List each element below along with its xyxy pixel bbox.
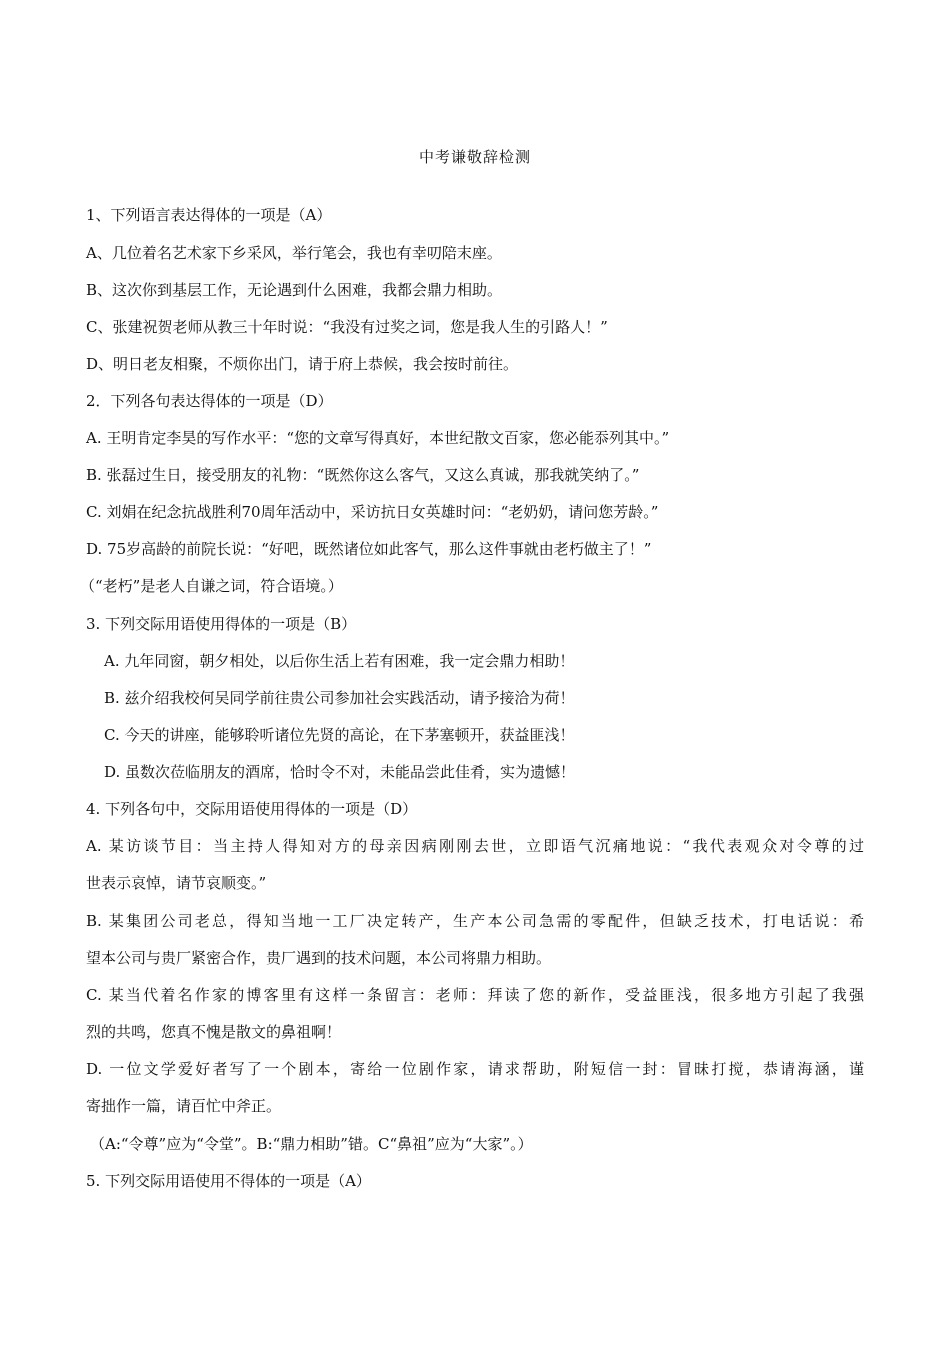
question-3-stem: 3. 下列交际用语使用得体的一项是（B） bbox=[86, 615, 357, 633]
question-5-stem: 5. 下列交际用语使用不得体的一项是（A） bbox=[86, 1172, 371, 1190]
question-4-option-a-line-1: A. 某访谈节目：当主持人得知对方的母亲因病刚刚去世，立即语气沉痛地说：“我代表观众对令尊的过 bbox=[86, 837, 864, 855]
question-2-option-a: A. 王明肯定李昊的写作水平：“您的文章写得真好，本世纪散文百家，您必能忝列其中。” bbox=[86, 429, 670, 447]
question-4-explanation: （A:“令尊”应为“令堂”。B:“鼎力相助”错。C“鼻祖”应为“大家”。） bbox=[90, 1135, 533, 1153]
question-2-stem: 2．下列各句表达得体的一项是（D） bbox=[86, 392, 333, 410]
question-1-option-c: C、张建祝贺老师从教三十年时说：“我没有过奖之词，您是我人生的引路人！” bbox=[86, 318, 608, 336]
question-4-option-b-line-2: 望本公司与贵厂紧密合作，贵厂遇到的技术问题，本公司将鼎力相助。 bbox=[86, 949, 552, 967]
question-4-option-a-line-2: 世表示哀悼，请节哀顺变。” bbox=[86, 874, 267, 892]
question-1-option-d: D、明日老友相聚，不烦你出门，请于府上恭候，我会按时前往。 bbox=[86, 355, 519, 373]
question-2-option-b: B. 张磊过生日，接受朋友的礼物：“既然你这么客气，又这么真诚，那我就笑纳了。” bbox=[86, 466, 640, 484]
question-3-option-b: B. 兹介绍我校何吴同学前往贵公司参加社会实践活动，请予接洽为荷！ bbox=[104, 689, 575, 707]
question-4-stem: 4. 下列各句中，交际用语使用得体的一项是（D） bbox=[86, 800, 418, 818]
question-1-option-b: B、这次你到基层工作，无论遇到什么困难，我都会鼎力相助。 bbox=[86, 281, 503, 299]
question-4-option-c-line-1: C. 某当代着名作家的博客里有这样一条留言：老师：拜读了您的新作，受益匪浅，很多地方引起了我强 bbox=[86, 986, 864, 1004]
question-4-option-b-line-1: B. 某集团公司老总，得知当地一工厂决定转产，生产本公司急需的零配件，但缺乏技术，打电话说：希 bbox=[86, 912, 864, 930]
question-4-option-c-line-2: 烈的共鸣，您真不愧是散文的鼻祖啊！ bbox=[86, 1023, 342, 1041]
question-4-option-d-line-1: D. 一位文学爱好者写了一个剧本，寄给一位剧作家，请求帮助，附短信一封：冒昧打搅，恭请海涵，谨 bbox=[86, 1060, 864, 1078]
question-2-explanation: （“老朽”是老人自谦之词，符合语境。） bbox=[80, 577, 343, 595]
question-3-option-d: D. 虽数次莅临朋友的酒席，恰时令不对，未能品尝此佳肴，实为遗憾！ bbox=[104, 763, 576, 781]
question-1-option-a: A、几位着名艺术家下乡采风，举行笔会，我也有幸叨陪末座。 bbox=[86, 244, 502, 262]
page-title: 中考谦敬辞检测 bbox=[418, 148, 531, 166]
question-3-option-c: C. 今天的讲座，能够聆听诸位先贤的高论，在下茅塞顿开，获益匪浅！ bbox=[104, 726, 575, 744]
question-3-option-a: A. 九年同窗，朝夕相处，以后你生活上若有困难，我一定会鼎力相助！ bbox=[104, 652, 575, 670]
question-2-option-c: C. 刘娟在纪念抗战胜利70周年活动中，采访抗日女英雄时问：“老奶奶，请问您芳龄。” bbox=[86, 503, 659, 521]
question-2-option-d: D. 75岁高龄的前院长说：“好吧，既然诸位如此客气，那么这件事就由老朽做主了！” bbox=[86, 540, 652, 558]
question-1-stem: 1、下列语言表达得体的一项是（A） bbox=[86, 206, 332, 224]
question-4-option-d-line-2: 寄拙作一篇，请百忙中斧正。 bbox=[86, 1097, 282, 1115]
